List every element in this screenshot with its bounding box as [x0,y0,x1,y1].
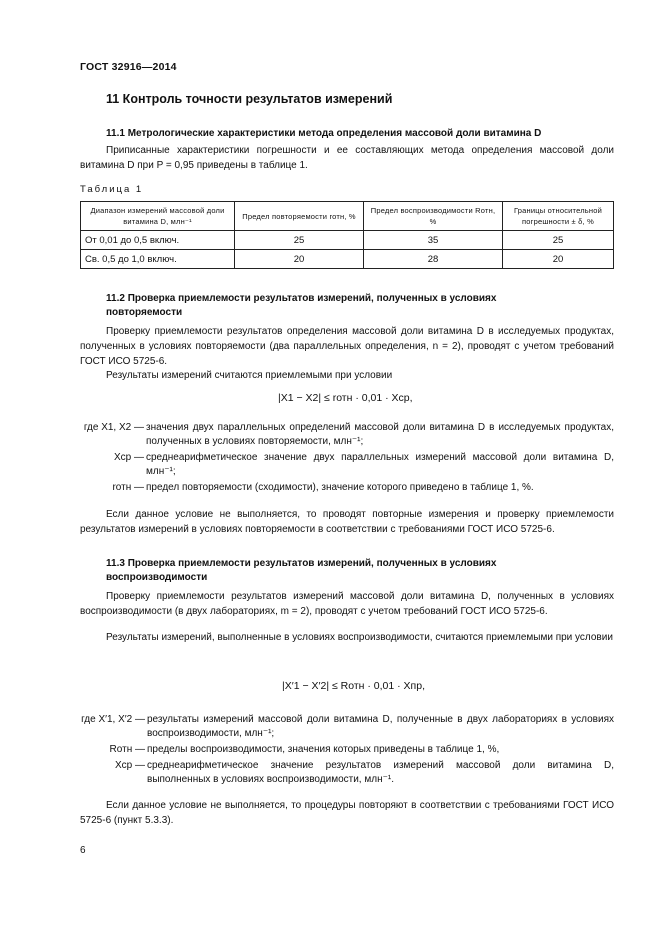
subsection-11-2-paragraph-1: Проверку приемлемости результатов определения массовой доли витамина D в исследуемых продуктах, полученных в условиях повторяемости (два параллельных определения, n = 2), проводят с учетом требований ГОСТ ИСО 5725-6. [80,326,614,367]
repeatability-formula: |X1 − X2| ≤ rотн · 0,01 · Xср, [278,392,413,404]
subsection-11-1-title: 11.1 Метрологические характеристики метода определения массовой доли витамина D [106,128,542,139]
subsection-11-3-paragraph-2: Результаты измерений, выполненные в условиях воспроизводимости, считаются приемлемыми при условии [106,632,613,643]
definition-term: где X′1, X′2 — [81,714,145,725]
table-cell: 20 [235,250,364,269]
table-1 [80,201,614,269]
table-cell: 28 [364,250,503,269]
subsection-11-3-paragraph-3: Если данное условие не выполняется, то процедуры повторяют в соответствии с требованиями ГОСТ ИСО 5725-6 (пункт 5.3.3). [80,800,614,826]
table-header-row [81,202,614,231]
table-cell: От 0,01 до 0,5 включ. [81,231,235,250]
table-cell: 20 [503,250,614,269]
definition-text: пределы воспроизводимости, значения которых приведены в таблице 1, %, [147,744,500,755]
table-cell: 35 [364,231,503,250]
definition-text: предел повторяемости (сходимости), значение которого приведено в таблице 1, %. [146,482,534,493]
table-row [81,231,614,250]
subsection-11-2-title-line1: 11.2 Проверка приемлемости результатов измерений, полученных в условиях [106,293,497,304]
definition-text: значения двух параллельных определений массовой доли витамина D в исследуемых продуктах, полученных в условиях повторяемости, млн⁻¹; [146,422,614,447]
definition-text: среднеарифметическое значение двух параллельных измерений массовой доли витамина D, млн⁻¹; [146,452,614,477]
subsection-11-3-title-line1: 11.3 Проверка приемлемости результатов измерений, полученных в условиях [106,558,497,569]
table-row [81,250,614,269]
definition-text: результаты измерений массовой доли витамина D, полученные в двух лабораториях в условиях воспроизводимости, млн⁻¹; [147,714,614,739]
table-cell: 25 [235,231,364,250]
table-header-cell: Предел повторяемости rотн, % [235,202,364,231]
subsection-11-2-paragraph-2: Результаты измерений считаются приемлемыми при условии [106,370,393,381]
page-number: 6 [80,845,86,856]
definition-term: Xср — [113,452,144,463]
definition-term: Rотн — [109,744,145,755]
standard-code: ГОСТ 32916—2014 [80,61,177,73]
reproducibility-formula: |X′1 − X′2| ≤ Rотн · 0,01 · Xпр, [282,680,425,692]
subsection-11-2-title-line2: повторяемости [106,307,183,318]
definition-term: где X1, X2 — [83,422,144,433]
subsection-11-2-paragraph-3: Если данное условие не выполняется, то проводят повторные измерения и проверку приемлемости результатов измерений в условиях повторяемости в соответствии с требованиями ГОСТ ИСО 5725-6. [80,509,614,535]
definition-term: Xср — [114,760,145,771]
table-header-cell: Диапазон измерений массовой доли витамина D, млн⁻¹ [81,202,235,231]
table-cell: Св. 0,5 до 1,0 включ. [81,250,235,269]
section-11-title: 11 Контроль точности результатов измерений [106,92,393,106]
subsection-11-3-title-line2: воспроизводимости [106,572,208,583]
table-1-caption: Таблица 1 [80,184,144,195]
definition-text: среднеарифметическое значение результатов измерений массовой доли витамина D, выполненных в условиях воспроизводимости, млн⁻¹. [147,760,614,785]
table-header-cell: Границы относительной погрешности ± δ, % [503,202,614,231]
table-header-cell: Предел воспроизводимости Rотн, % [364,202,503,231]
table-cell: 25 [503,231,614,250]
subsection-11-3-paragraph-1: Проверку приемлемости результатов измерений массовой доли витамина D, полученных в условиях воспроизводимости (в двух лабораториях, m = 2), проводят с учетом требований ГОСТ ИСО 5725-6. [80,591,614,617]
subsection-11-1-text: Приписанные характеристики погрешности и ее составляющих метода определения массовой доли витамина D при P = 0,95 приведены в таблице 1. [80,145,614,171]
definition-term: rотн — [112,482,144,493]
